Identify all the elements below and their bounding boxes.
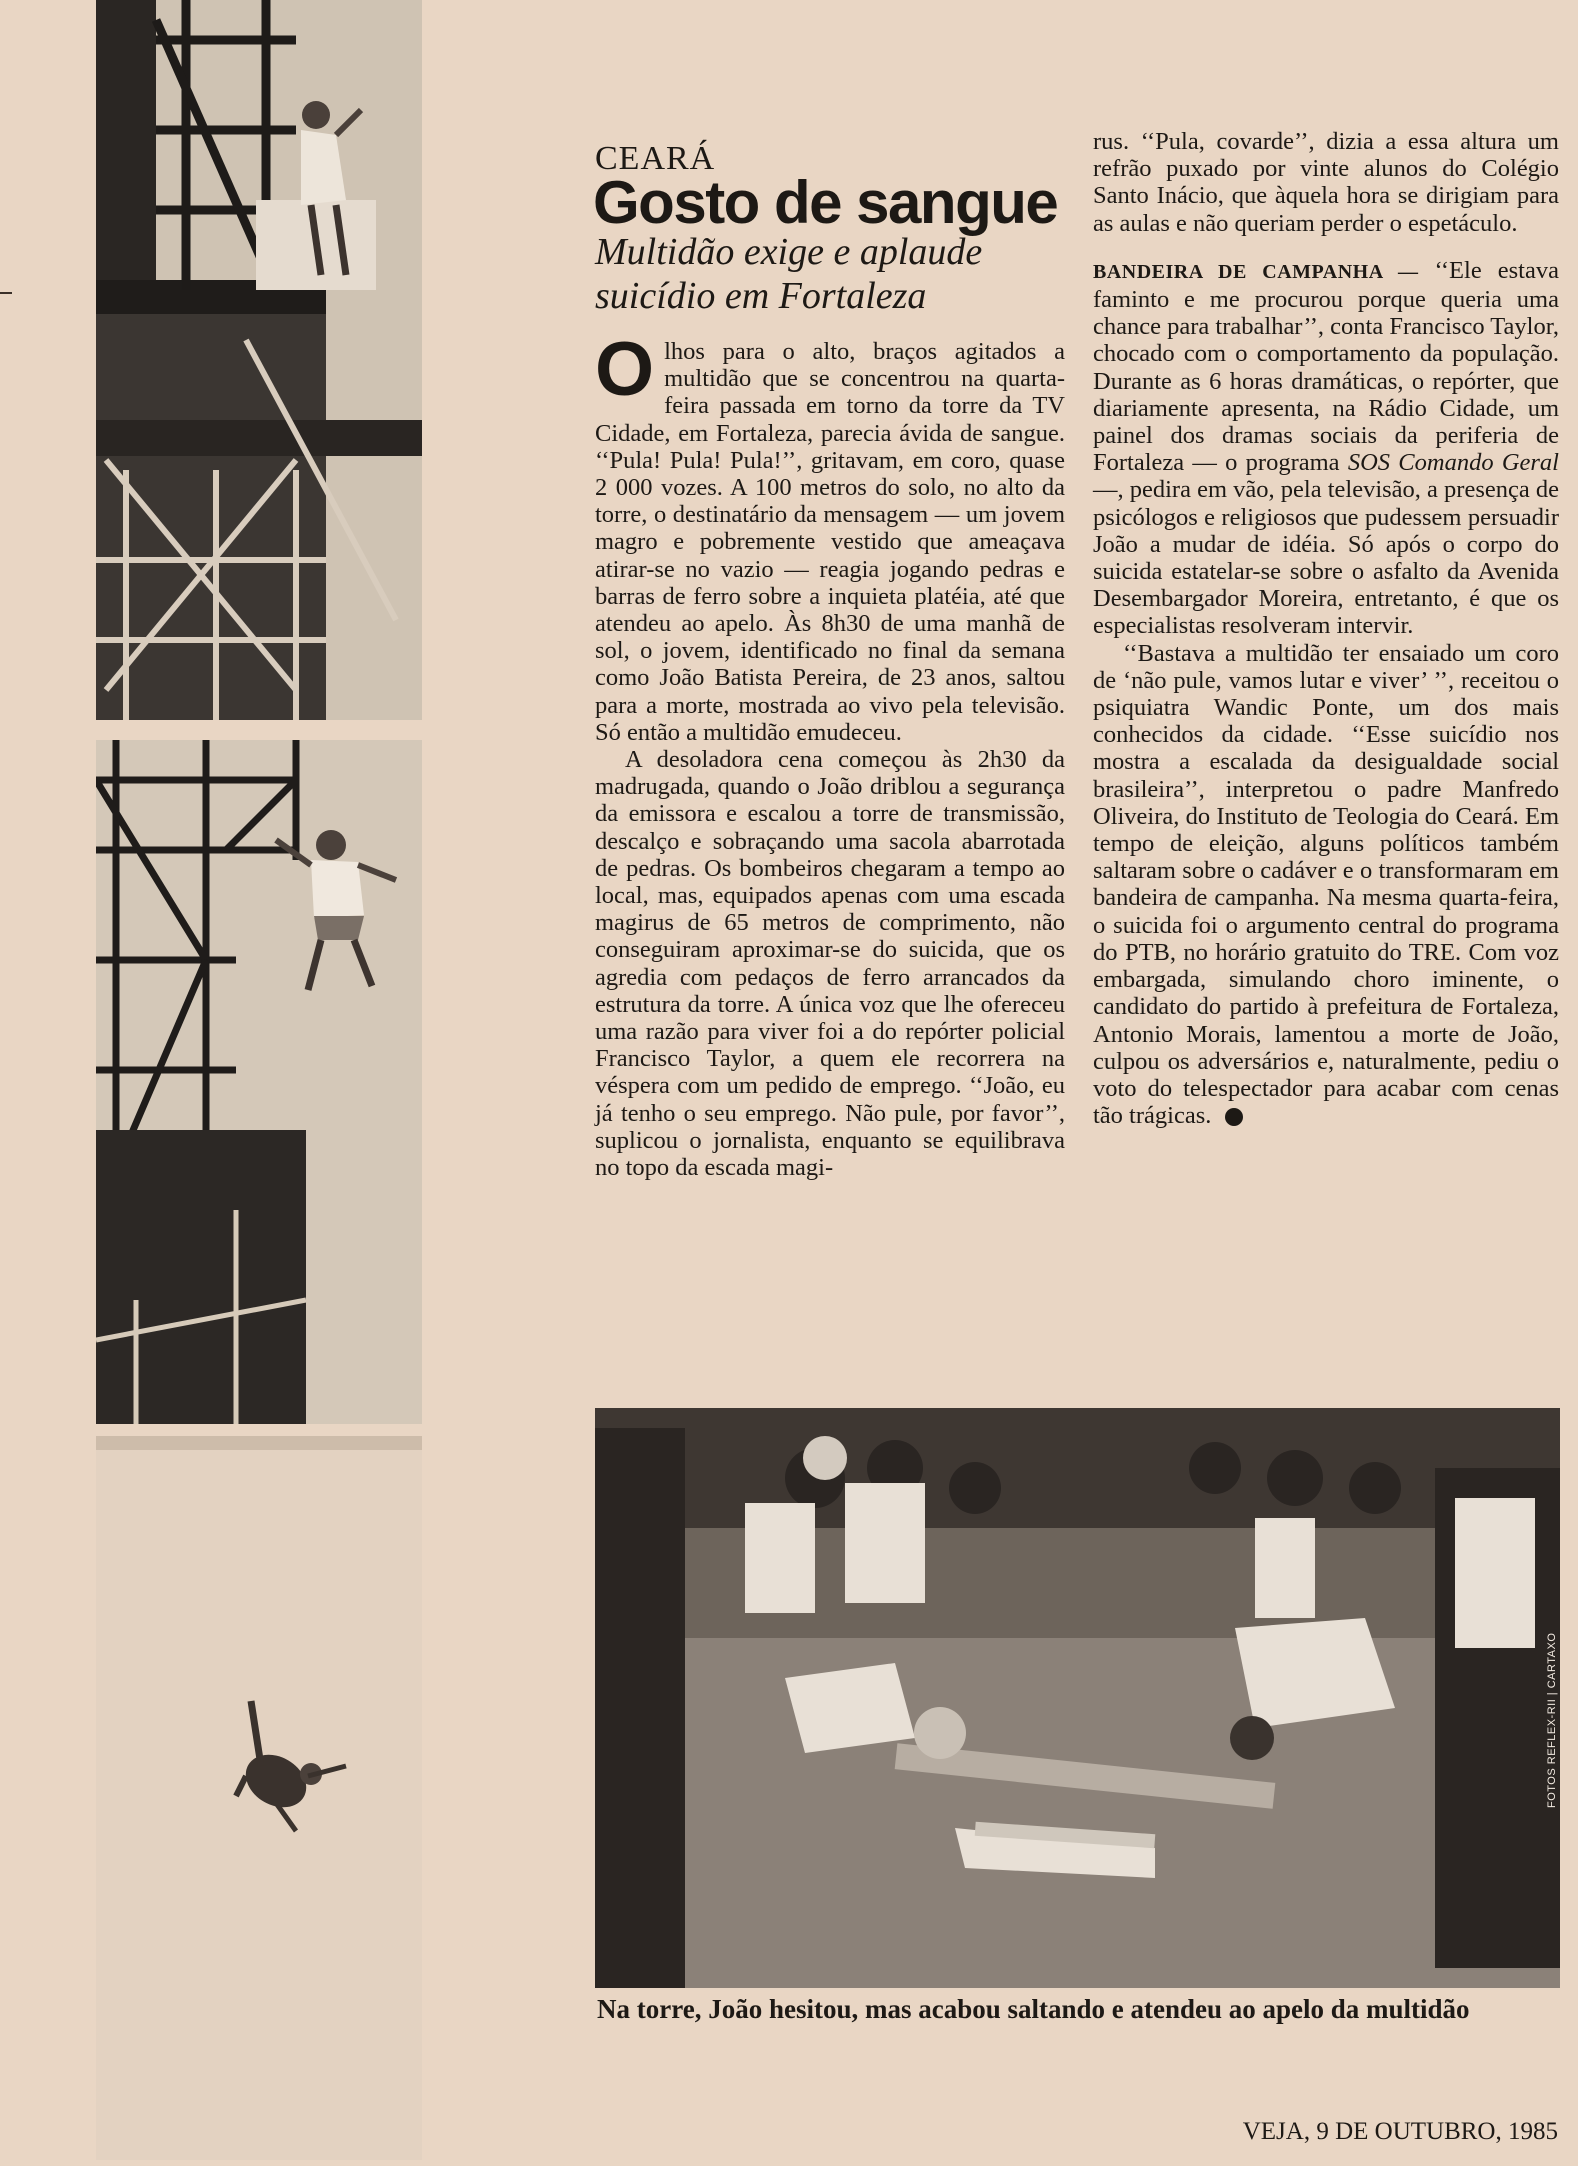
section-label: CEARÁ [595, 140, 716, 177]
photo-caption: Na torre, João hesitou, mas acabou saltando e atendeu ao apelo da multidão [597, 1994, 1470, 2024]
paragraph-2: A desoladora cena começou às 2h30 da madrugada, quando o João driblou a segurança da emissora e escalou a torre de transmissão, descalço e sobraçando uma sacola abarrotada de pedras. Os bombeiros chegaram a tempo ao local, mas, equipados apenas com uma escada magirus de 65 metros de comprimento, não conseguiram aproximar-se do suicida, que os agredia com pedaços de ferro arrancados da estrutura da torre. A única voz que lhe ofereceu uma razão para viver foi a do repórter policial Francisco Taylor, a quem ele recorrera na véspera com um pedido de emprego. ‘‘João, eu já tenho o seu emprego. Não pule, por favor’’, suplicou o jornalista, enquanto se equilibrava no topo da escada magi- [595, 746, 1065, 1182]
program-name: SOS Comando Geral [1347, 449, 1559, 477]
photo-credit: FOTOS REFLEX-RII | CARTAXO [1546, 1632, 1558, 1808]
paragraph-1 [595, 327, 1065, 746]
page-footer: VEJA, 9 DE OUTUBRO, 1985 [1242, 2118, 1558, 2145]
margin-mark [0, 292, 12, 294]
article-column-left [595, 327, 1065, 1182]
paragraph-2-continued: rus. ‘‘Pula, covarde’’, dizia a essa altura um refrão puxado por vinte alunos do Colégio Santo Inácio, que àquela hora se dirigiam para as aulas e não queriam perder o espetáculo. [1093, 128, 1559, 237]
photo-man-leaping [96, 740, 422, 1424]
paragraph-4 [1093, 640, 1559, 1130]
paragraph-3-text-b: —, pedira em vão, pela televisão, a presença de psicólogos e religiosos que pudessem persuadir João a mudar de idéia. Só após o corpo do suicida estatelar-se sobre o asfalto da Avenida Desembargador Moreira, entretanto, é que os especialistas resolveram intervir. [1093, 476, 1559, 640]
paragraph-3-text-a: ‘‘Ele estava faminto e me procurou porque queria uma chance para trabalhar’’, conta Francisco Taylor, chocado com o comportamento da população. Durante as 6 horas dramáticas, o repórter, que diariamente apresenta, na Rádio Cidade, um painel dos dramas sociais da periferia de Fortaleza — o programa [1093, 256, 1559, 477]
headline: Gosto de sangue [593, 169, 1058, 236]
subsection-kicker: BANDEIRA DE CAMPANHA — [1093, 260, 1419, 283]
end-mark [1225, 1108, 1243, 1126]
photo-man-falling [96, 1436, 422, 2160]
article-column-right [1093, 128, 1559, 1129]
paragraph-1-text: lhos para o alto, braços agitados a multidão que se concentrou na quarta-feira passada em torno da torre da TV Cidade, em Fortaleza, parecia ávida de sangue. ‘‘Pula! Pula! Pula!’’, gritavam, em coro, quase 2 000 vozes. A 100 metros do solo, no alto da torre, o destinatário da mensagem — um jovem magro e pobremente vestido que ameaçava atirar-se no vazio — reagia jogando pedras e barras de ferro sobre a inquieta platéia, até que atendeu ao apelo. Às 8h30 de uma manhã de sol, o jovem, identificado no final da semana como João Batista Pereira, de 23 anos, saltou para a morte, mostrada ao vivo pela televisão. Só então a multidão emudeceu. [595, 338, 1065, 746]
drop-cap: O [595, 327, 655, 412]
photo-tower-top [96, 0, 422, 720]
paragraph-4-text: ‘‘Bastava a multidão ter ensaiado um coro de ‘não pule, vamos lutar e viver’ ’’, receitou o psiquiatra Wandic Ponte, um dos mais conhecidos da cidade. ‘‘Esse suicídio nos mostra a escalada da desigualdade social brasileira’’, interpretou o padre Manfredo Oliveira, do Instituto de Teologia do Ceará. Em tempo de eleição, alguns políticos também saltaram sobre o cadáver e o transformaram em bandeira de campanha. Na mesma quarta-feira, o suicida foi o argumento central do programa do PTB, no horário gratuito do TRE. Com voz embargada, simulando choro iminente, o candidato do partido à prefeitura de Fortaleza, Antonio Morais, lamentou a morte de João, culpou os adversários e, naturalmente, pediu o voto do telespectador para acabar com cenas tão trágicas. [1093, 639, 1559, 1130]
photo-crowd-body [595, 1408, 1560, 1988]
subheadline: Multidão exige e aplaude suicídio em Fortaleza [595, 231, 983, 317]
paragraph-3 [1093, 257, 1559, 640]
